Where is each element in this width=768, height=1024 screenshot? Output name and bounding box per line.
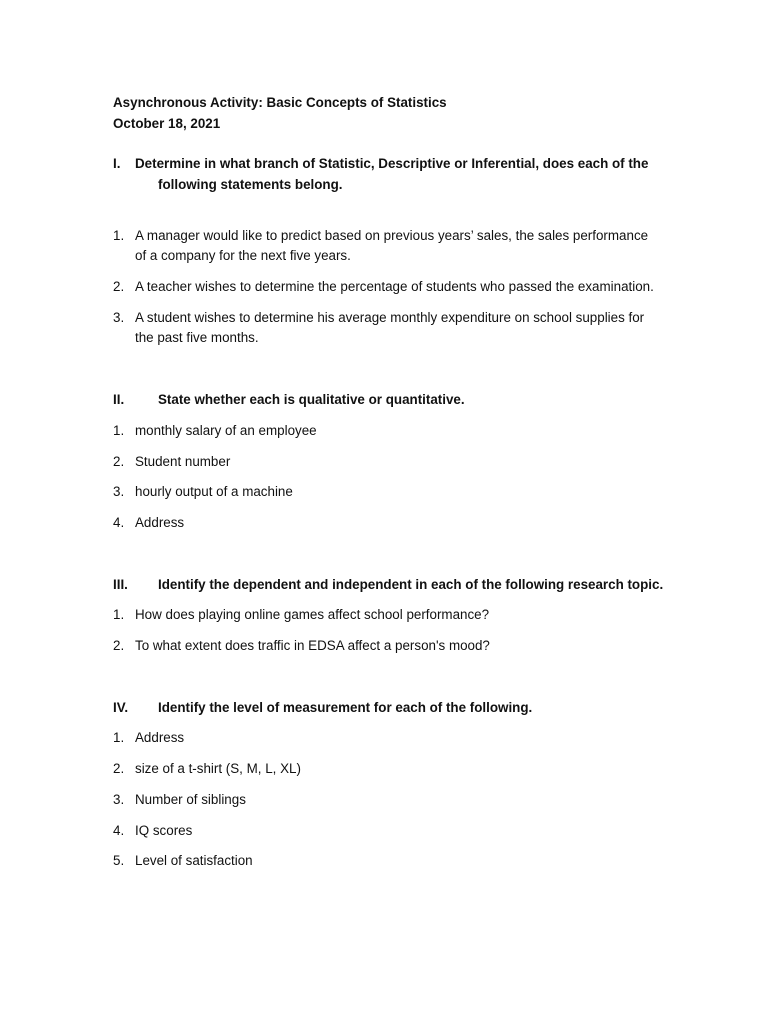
section-2-item-1-number: 1.: [113, 423, 125, 438]
section-3-item-1-number: 1.: [113, 607, 125, 622]
section-4-heading: Identify the level of measurement for each of the following.: [158, 700, 533, 715]
section-4-item-5-number: 5.: [113, 853, 125, 868]
section-3-item-2-number: 2.: [113, 638, 125, 653]
section-2-item-3-text: hourly output of a machine: [135, 484, 293, 499]
section-1-heading-line1: Determine in what branch of Statistic, Descriptive or Inferential, does each of the: [135, 156, 649, 171]
section-2-item-2-text: Student number: [135, 454, 231, 469]
section-1-heading-line2: following statements belong.: [158, 177, 343, 192]
section-2-item-3-number: 3.: [113, 484, 125, 499]
section-1-item-2-number: 2.: [113, 279, 125, 294]
section-1-item-3-number: 3.: [113, 310, 125, 325]
section-1-item-1-number: 1.: [113, 228, 125, 243]
section-3-item-1-text: How does playing online games affect school performance?: [135, 607, 490, 622]
section-1-item-1-line1: A manager would like to predict based on previous years’ sales, the sales performance: [135, 228, 649, 243]
section-1-item-2-line1: A teacher wishes to determine the percentage of students who passed the examination.: [135, 279, 654, 294]
section-1-item-1-line2: of a company for the next five years.: [135, 248, 351, 263]
section-2-item-2-number: 2.: [113, 454, 125, 469]
section-4-item-4-text: IQ scores: [135, 823, 193, 838]
section-1-numeral: I.: [113, 156, 121, 171]
section-4-item-3-text: Number of siblings: [135, 792, 246, 807]
section-1-item-3-line2: the past five months.: [135, 330, 259, 345]
section-2-item-4-number: 4.: [113, 515, 125, 530]
section-2-item-1-text: monthly salary of an employee: [135, 423, 317, 438]
section-4-item-2-text: size of a t-shirt (S, M, L, XL): [135, 761, 301, 776]
section-3-numeral: III.: [113, 577, 128, 592]
section-4-item-1-number: 1.: [113, 730, 125, 745]
section-3-item-2-text: To what extent does traffic in EDSA affect a person's mood?: [135, 638, 490, 653]
section-2-item-4-text: Address: [135, 515, 185, 530]
section-2-numeral: II.: [113, 392, 125, 407]
document-date: October 18, 2021: [113, 116, 221, 131]
section-1-item-3-line1: A student wishes to determine his average monthly expenditure on school supplies for: [135, 310, 645, 325]
section-4-numeral: IV.: [113, 700, 129, 715]
section-4-item-1-text: Address: [135, 730, 185, 745]
section-4-item-5-text: Level of satisfaction: [135, 853, 253, 868]
section-4-item-4-number: 4.: [113, 823, 125, 838]
section-4-item-2-number: 2.: [113, 761, 125, 776]
section-4-item-3-number: 3.: [113, 792, 125, 807]
document-title: Asynchronous Activity: Basic Concepts of Statistics: [113, 95, 447, 110]
section-2-heading: State whether each is qualitative or quantitative.: [158, 392, 465, 407]
section-3-heading: Identify the dependent and independent in each of the following research topic.: [158, 577, 664, 592]
